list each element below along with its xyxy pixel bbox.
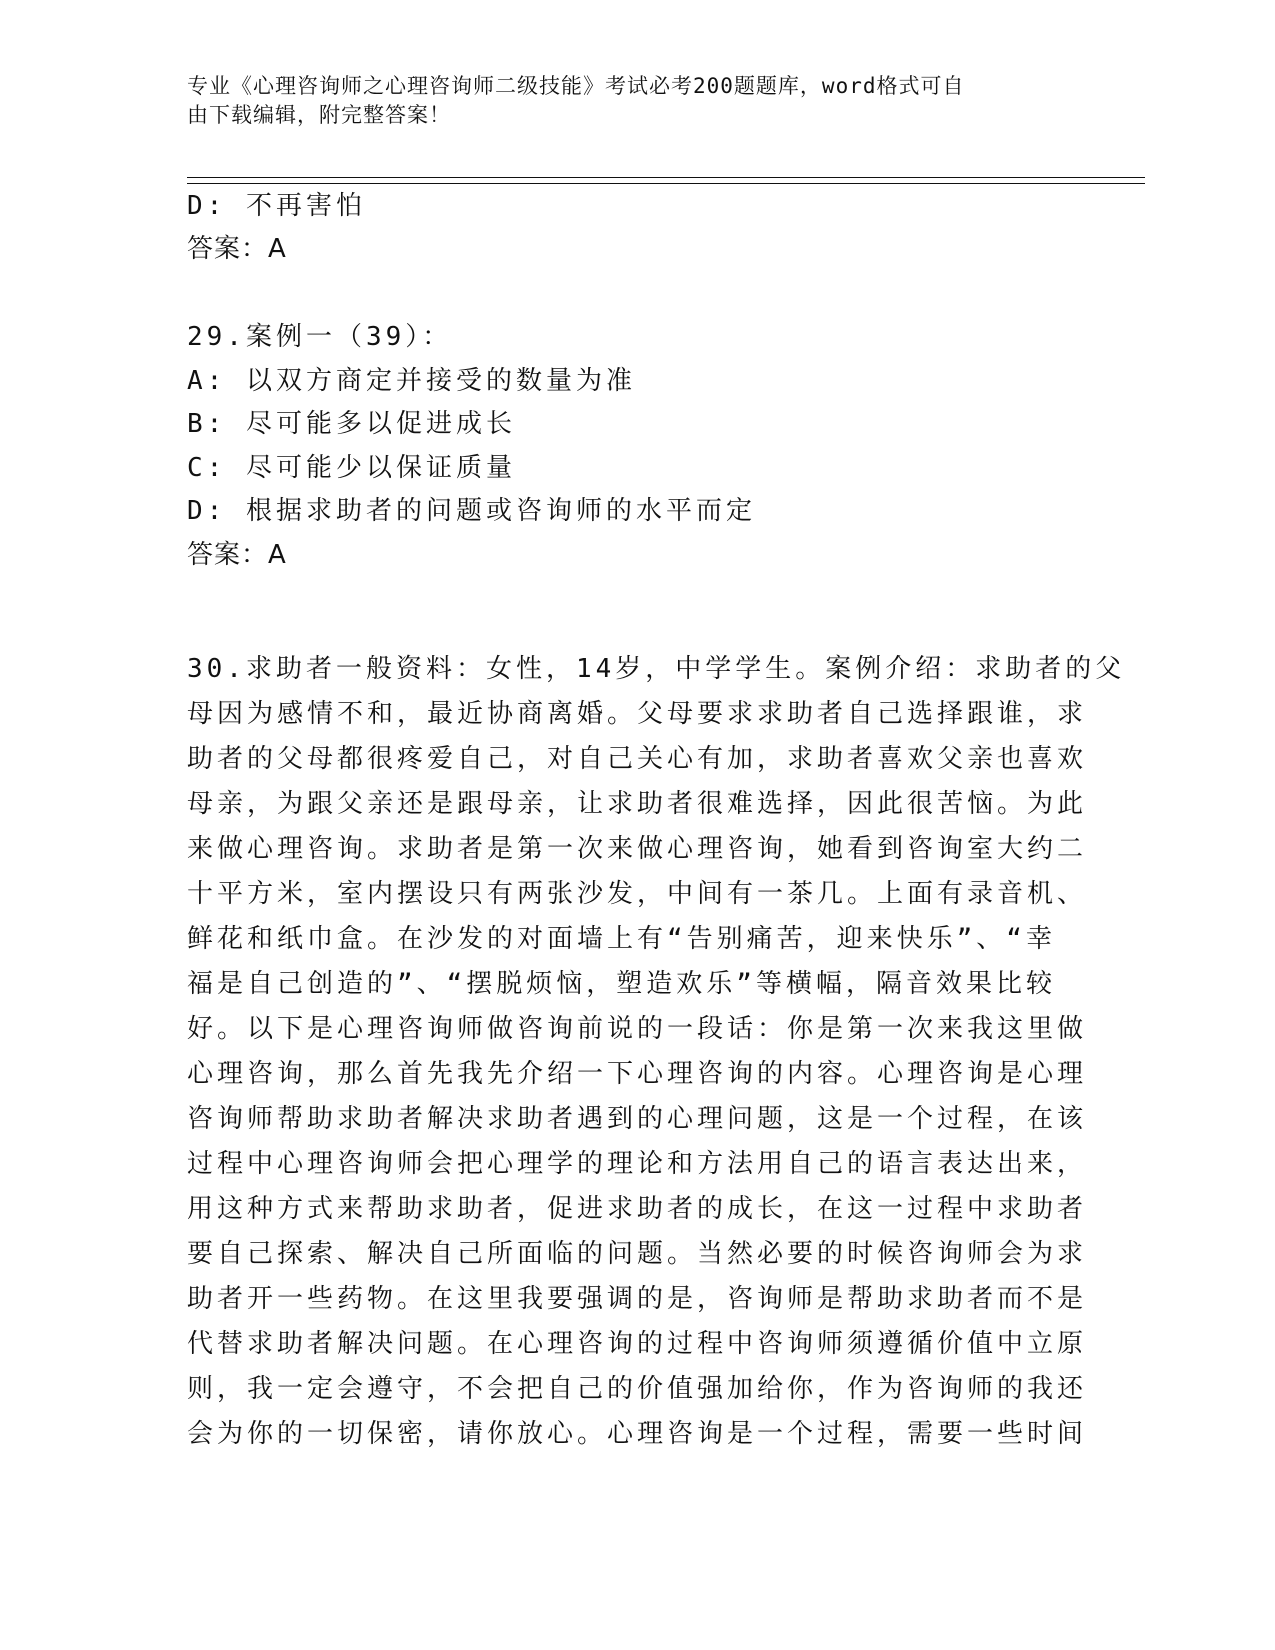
q30-line: 助者的父母都很疼爱自己，对自己关心有加，求助者喜欢父亲也喜欢 (187, 744, 1088, 774)
q29-option-a: A: 以双方商定并接受的数量为准 (187, 366, 636, 396)
q29-stem: 29.案例一（39）： (187, 322, 453, 352)
header-line-2: 由下载编辑，附完整答案！ (187, 103, 451, 127)
header-rule-top (187, 177, 1145, 178)
q30-paragraph (187, 647, 1126, 1457)
q29-option-b: B: 尽可能多以促进成长 (187, 409, 516, 439)
q30-line: 心理咨询，那么首先我先介绍一下心理咨询的内容。心理咨询是心理 (187, 1059, 1088, 1089)
q30-line: 代替求助者解决问题。在心理咨询的过程中咨询师须遵循价值中立原 (187, 1329, 1088, 1359)
q30-line: 十平方米，室内摆设只有两张沙发，中间有一茶几。上面有录音机、 (187, 879, 1088, 909)
q29-option-d: D: 根据求助者的问题或咨询师的水平而定 (187, 496, 756, 526)
q28-answer: 答案：A (187, 234, 287, 264)
q30-line: 要自己探索、解决自己所面临的问题。当然必要的时候咨询师会为求 (187, 1239, 1088, 1269)
q30-line: 咨询师帮助求助者解决求助者遇到的心理问题，这是一个过程，在该 (187, 1104, 1088, 1134)
q30-line: 来做心理咨询。求助者是第一次来做心理咨询，她看到咨询室大约二 (187, 834, 1088, 864)
q30-line: 用这种方式来帮助求助者，促进求助者的成长，在这一过程中求助者 (187, 1194, 1088, 1224)
q30-line: 则，我一定会遵守，不会把自己的价值强加给你，作为咨询师的我还 (187, 1374, 1088, 1404)
q30-line: 母因为感情不和，最近协商离婚。父母要求求助者自己选择跟谁，求 (187, 699, 1088, 729)
q30-line: 会为你的一切保密，请你放心。心理咨询是一个过程，需要一些时间 (187, 1419, 1088, 1449)
q29-answer: 答案：A (187, 540, 287, 570)
q30-line: 好。以下是心理咨询师做咨询前说的一段话：你是第一次来我这里做 (187, 1014, 1088, 1044)
q30-line: 助者开一些药物。在这里我要强调的是，咨询师是帮助求助者而不是 (187, 1284, 1088, 1314)
q30-line: 福是自己创造的”、“摆脱烦恼，塑造欢乐”等横幅，隔音效果比较 (187, 969, 1056, 999)
header-rule-bottom (187, 183, 1145, 184)
q29-option-c: C: 尽可能少以保证质量 (187, 453, 516, 483)
q30-line: 母亲，为跟父亲还是跟母亲，让求助者很难选择，因此很苦恼。为此 (187, 789, 1088, 819)
q30-line: 鲜花和纸巾盒。在沙发的对面墙上有“告别痛苦，迎来快乐”、“幸 (187, 924, 1056, 954)
q28-option-d: D: 不再害怕 (187, 191, 366, 221)
q30-line: 30.求助者一般资料：女性，14岁，中学学生。案例介绍：求助者的父 (187, 654, 1126, 684)
q30-line: 过程中心理咨询师会把心理学的理论和方法用自己的语言表达出来， (187, 1149, 1088, 1179)
document-header (187, 72, 1067, 130)
header-line-1: 专业《心理咨询师之心理咨询师二级技能》考试必考200题题库，word格式可自 (187, 74, 965, 98)
